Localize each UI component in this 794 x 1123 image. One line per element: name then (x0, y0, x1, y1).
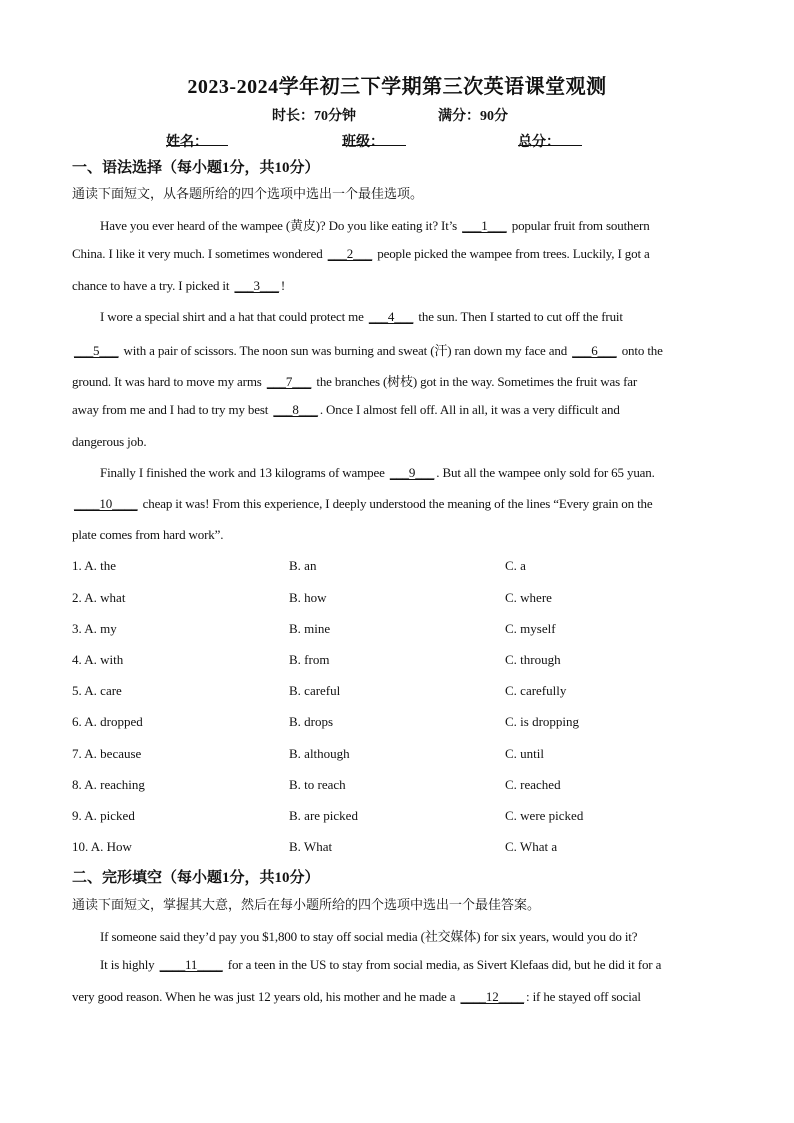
passage1-line (72, 371, 722, 390)
blank-6: ___6___ (572, 343, 617, 358)
text: : if he stayed off social (526, 989, 641, 1004)
passage1-line (72, 278, 722, 294)
text: ! (280, 278, 286, 293)
text: for a teen in the US to stay from social media, as Sivert Klefaas did, but he did it for a (224, 957, 662, 972)
option-c[interactable]: C. until (505, 746, 545, 761)
option-c[interactable]: C. carefully (505, 683, 567, 698)
text: Finally I finished the work and 13 kilograms of wampee (100, 465, 388, 480)
blank-8: ___8___ (273, 402, 318, 417)
text: the sun. Then I started to cut off the fruit (415, 309, 623, 324)
blank-12: ____12____ (460, 989, 525, 1004)
passage1-line (100, 309, 750, 325)
name-field[interactable] (166, 131, 228, 146)
option-b[interactable]: B. careful (289, 683, 341, 698)
passage1-line (100, 465, 750, 481)
option-b[interactable]: B. are picked (289, 808, 358, 823)
total-label: 总分： (518, 135, 560, 150)
option-c[interactable]: C. What a (505, 839, 558, 854)
full-score-label: 满分：90分 (438, 109, 508, 124)
text: . But all the wampee only sold for 65 yuan. (436, 465, 655, 480)
option-b[interactable]: B. although (289, 746, 350, 761)
passage1-line (72, 496, 722, 512)
passage1-line (72, 246, 722, 262)
total-field[interactable] (518, 131, 582, 146)
blank-1: ___1___ (462, 218, 507, 233)
option-a[interactable]: 1. A. the (72, 558, 117, 573)
passage1-line: plate comes from hard work”. (72, 527, 224, 542)
blank-2: ___2___ (327, 246, 373, 261)
text: cheap it was! From this experience, I deeply understood the meaning of the lines “Every grain on the (139, 496, 653, 511)
passage2-line: If someone said they’d pay you $1,800 to stay off social media (社交媒体) for six years, would you do it? (100, 929, 638, 944)
option-a[interactable]: 10. A. How (72, 839, 132, 854)
passage1-line (100, 215, 750, 234)
section2-instruction: 通读下面短文，掌握其大意，然后在每小题所给的四个选项中选出一个最佳答案。 (72, 898, 541, 913)
exam-title: 2023-2024学年初三下学期第三次英语课堂观测 (187, 76, 607, 98)
option-a[interactable]: 4. A. with (72, 652, 124, 667)
option-a[interactable]: 2. A. what (72, 590, 126, 605)
text: people picked the wampee from trees. Luckily, I got a (374, 246, 650, 261)
option-b[interactable]: B. mine (289, 621, 331, 636)
option-c[interactable]: C. a (505, 558, 526, 573)
text: away from me and I had to try my best (72, 402, 272, 417)
section1-instruction: 通读下面短文，从各题所给的四个选项中选出一个最佳选项。 (72, 187, 424, 202)
text: popular fruit from southern (508, 218, 650, 233)
passage1-line (72, 340, 722, 359)
section1-heading: 一、语法选择（每小题1分，共10分） (72, 160, 320, 176)
text: It is highly (100, 957, 158, 972)
class-label: 班级： (342, 135, 384, 150)
blank-3: ___3___ (234, 278, 279, 293)
section2-heading: 二、完形填空（每小题1分，共10分） (72, 870, 320, 886)
option-a[interactable]: 8. A. reaching (72, 777, 145, 792)
text: the branches (树枝) got in the way. Sometimes the fruit was far (313, 374, 638, 389)
passage2-line (72, 989, 722, 1005)
option-b[interactable]: B. how (289, 590, 327, 605)
passage1-line (72, 402, 722, 418)
option-c[interactable]: C. through (505, 652, 561, 667)
blank-5: ___5___ (74, 343, 119, 358)
option-b[interactable]: B. from (289, 652, 330, 667)
passage2-line (100, 957, 750, 973)
option-b[interactable]: B. to reach (289, 777, 346, 792)
duration-label: 时长：70分钟 (272, 109, 356, 124)
text: Have you ever heard of the wampee (黄皮)? Do you like eating it? It’s (100, 218, 461, 233)
blank-7: ___7___ (266, 374, 312, 389)
text: chance to have a try. I picked it (72, 278, 233, 293)
text: China. I like it very much. I sometimes wondered (72, 246, 326, 261)
blank-11: ____11____ (159, 957, 223, 972)
blank-4: ___4___ (368, 309, 414, 324)
option-a[interactable]: 5. A. care (72, 683, 122, 698)
option-c[interactable]: C. myself (505, 621, 556, 636)
option-c[interactable]: C. reached (505, 777, 561, 792)
blank-9: ___9___ (389, 465, 435, 480)
option-a[interactable]: 3. A. my (72, 621, 117, 636)
text: ground. It was hard to move my arms (72, 374, 265, 389)
option-a[interactable]: 7. A. because (72, 746, 142, 761)
option-b[interactable]: B. drops (289, 714, 334, 729)
option-a[interactable]: 9. A. picked (72, 808, 135, 823)
text: very good reason. When he was just 12 years old, his mother and he made a (72, 989, 459, 1004)
option-a[interactable]: 6. A. dropped (72, 714, 143, 729)
option-c[interactable]: C. were picked (505, 808, 584, 823)
option-c[interactable]: C. is dropping (505, 714, 580, 729)
passage1-line: dangerous job. (72, 434, 147, 449)
text: with a pair of scissors. The noon sun was burning and sweat (汗) ran down my face and (120, 343, 571, 358)
class-field[interactable] (342, 131, 406, 146)
text: onto the (618, 343, 663, 358)
blank-10: ____10____ (74, 496, 138, 511)
option-c[interactable]: C. where (505, 590, 552, 605)
text: I wore a special shirt and a hat that could protect me (100, 309, 367, 324)
text: . Once I almost fell off. All in all, it was a very difficult and (319, 402, 620, 417)
option-b[interactable]: B. an (289, 558, 317, 573)
option-b[interactable]: B. What (289, 839, 333, 854)
name-label: 姓名： (166, 135, 208, 150)
